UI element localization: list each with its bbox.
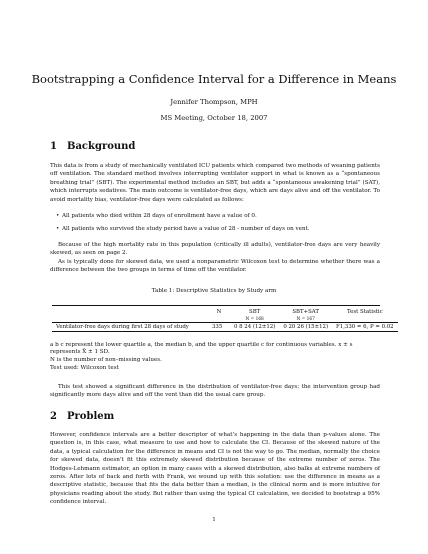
row-sbt: 0 8 24 (12±12) — [230, 323, 279, 332]
subheader-cell: N = 168 — [230, 316, 279, 323]
section-1-heading — [50, 141, 135, 152]
background-intro: This data is from a study of mechanically ventilated ICU patients which compared two methods of weaning patients off ventilation. The standard method involves interrupting ventilator support in what is known as a “spontaneous breathing trial” (SBT). The experimental method includes an SBT, but adds a “spontaneous awakening trial” (SAT), which interrupts sedatives. The main outcome is ventilator-free days, which are days alive and off the ventilator. To avoid mortality bias, ventilator-free days were calculated as follows: — [50, 163, 380, 203]
section-2-number: 2 — [50, 411, 57, 422]
table-top-rule — [52, 305, 380, 306]
author-name: Jennifer Thompson, MPH — [170, 98, 258, 106]
background-para-2: Because of the high mortality rate in this population (critically ill adults), ventilator-free days are very heavily skewed, as seen on page 2. — [50, 242, 380, 257]
row-label: Ventilator-free days during first 28 days of study — [52, 323, 208, 332]
paper-title: Bootstrapping a Confidence Interval for a Difference in Means — [31, 72, 397, 86]
section-2-title: Problem — [67, 411, 115, 422]
bullet-icon: • — [56, 213, 60, 219]
subheader-cell: N = 167 — [279, 316, 332, 323]
row-n: 335 — [208, 323, 230, 332]
header-cell: Test Statistic — [346, 308, 383, 315]
header-cell: N — [216, 308, 222, 315]
meeting-date: MS Meeting, October 18, 2007 — [160, 114, 268, 122]
problem-paragraph: However, confidence intervals are a better descriptor of what’s happening in the data than p-values alone. The question is, in this case, what measure to use and how to calculate the CI. Because of the skewed nature of the data, a typical calculation for the difference in means and CI is not the way to go. The median, normally the choice for skewed data, doesn’t fit this extremely skewed distribution because of the extreme number of zeros. The Hodges-Lehmann estimator, an option in many cases with a skewed distribution, also balks at extreme numbers of zeros. After lots of back and forth with Frank, we wound up with this solution: use the difference in means as a descriptive statistic, because that fits the data better than a median, is the clinical norm and is more intuitive for physicians reading about the study. But rather than using the typical CI calculation, we decided to bootstrap a 95% confidence interval. — [50, 432, 380, 506]
table-header-row — [52, 307, 398, 316]
page-number: 1 — [212, 517, 216, 523]
table-row — [52, 323, 398, 332]
conclusion-paragraph: This test showed a significant difference in the distribution of ventilator-free days; the intervention group had significantly more days alive and off the vent than did the usual care group. — [50, 384, 380, 399]
bullet-text: All patients who survived the study period have a value of 28 - number of days on vent. — [62, 226, 310, 232]
row-sbt-sat: 0 20 26 (15±12) — [279, 323, 332, 332]
descriptive-stats-table — [52, 307, 398, 332]
bullet-text: All patients who died within 28 days of enrollment have a value of 0. — [62, 213, 257, 219]
section-1-number: 1 — [50, 141, 57, 152]
table-note-test: Test used: Wilcoxon test — [50, 365, 119, 371]
table-note-n: N is the number of non–missing values. — [50, 357, 162, 363]
table-note-quartiles: a b c represent the lower quartile a, the median b, and the upper quartile c for continuous variables. x ± s represents X̄ ± 1 SD. — [50, 342, 353, 356]
bullet-item-1 — [56, 212, 380, 220]
bullet-icon: • — [56, 226, 60, 232]
header-cell: SBT — [249, 308, 261, 315]
header-cell: SBT+SAT — [292, 308, 319, 315]
section-1-title: Background — [67, 141, 136, 152]
bullet-item-2 — [56, 225, 380, 233]
background-para-3: As is typically done for skewed data, we used a nonparametric Wilcoxon test to determine whether there was a difference between the two groups in terms of time off the ventilator. — [50, 259, 380, 274]
row-test-statistic: F1,330 = 6, P = 0.02 — [332, 323, 398, 332]
section-2-heading — [50, 411, 114, 422]
table-caption: Table 1: Descriptive Statistics by Study arm — [151, 288, 277, 294]
header-cell — [52, 307, 208, 316]
